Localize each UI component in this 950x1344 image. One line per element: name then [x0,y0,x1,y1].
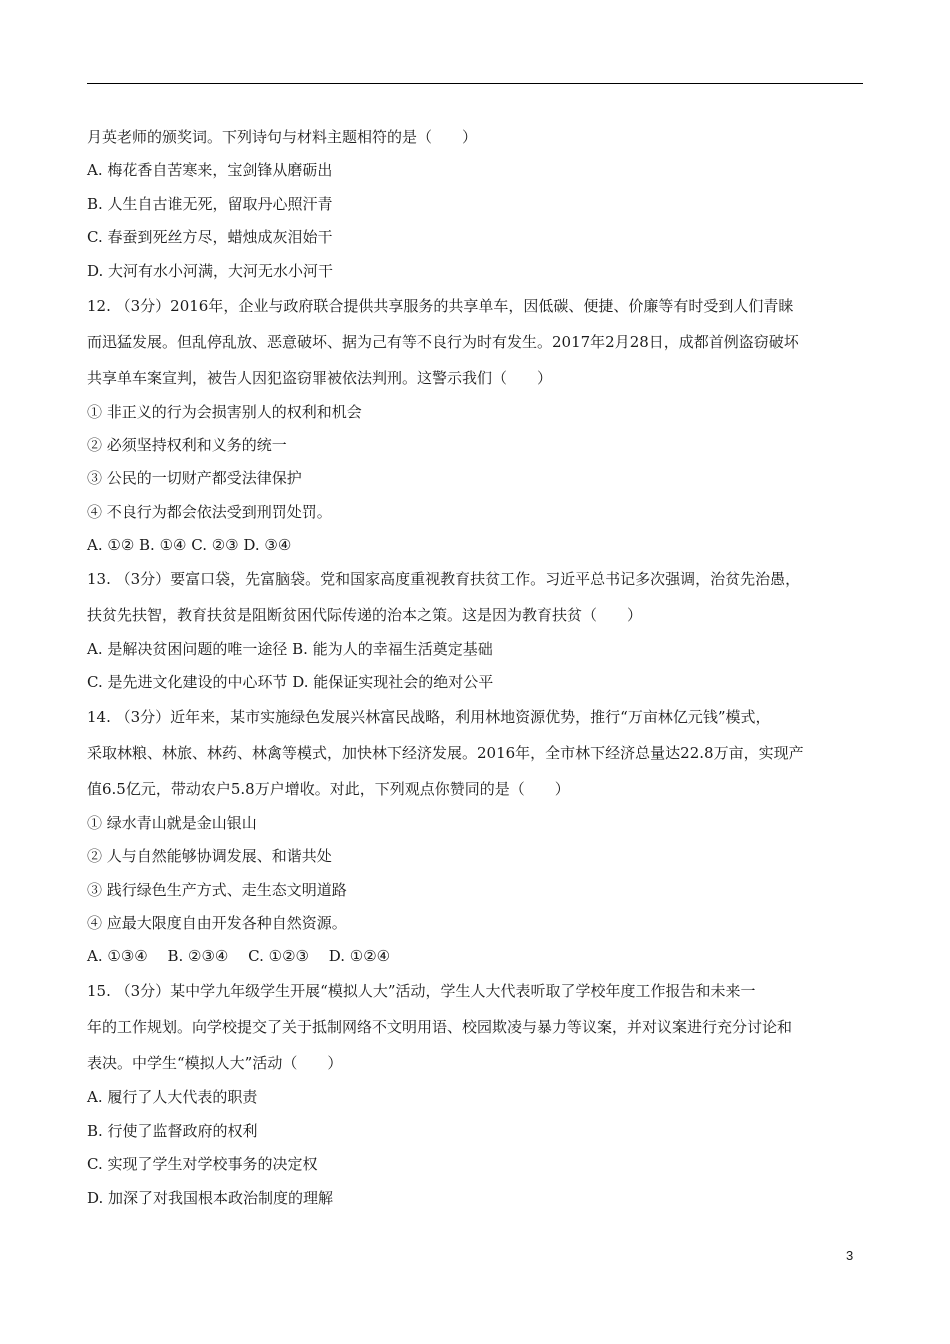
q11-option-a: A. 梅花香自苦寒来，宝剑锋从磨砺出 [87,161,333,179]
q14-stem-line-1: 14. （3分）近年来，某市实施绿色发展兴林富民战略，利用林地资源优势，推行“万亩林亿元钱”模式， [87,708,771,726]
q11-option-d: D. 大河有水小河满，大河无水小河干 [87,262,334,280]
q13-options-line-1: A. 是解决贫困问题的唯一途径 B. 能为人的幸福生活奠定基础 [87,640,493,658]
q15-stem-line-3: 表决。中学生“模拟人大”活动（ ） [87,1054,343,1072]
q12-options: A. ①② B. ①④ C. ②③ D. ③④ [87,536,292,554]
q12-stem-line-3: 共享单车案宣判，被告人因犯盗窃罪被依法判刑。这警示我们（ ） [87,369,553,387]
q14-statement-3: ③ 践行绿色生产方式、走生态文明道路 [87,881,347,899]
q14-stem-line-3: 值6.5亿元，带动农户5.8万户增收。对此，下列观点你赞同的是（ ） [87,780,570,798]
header-rule [87,83,863,84]
q14-options: A. ①③④ B. ②③④ C. ①②③ D. ①②④ [87,947,391,965]
q14-statement-4: ④ 应最大限度自由开发各种自然资源。 [87,914,347,932]
q13-options-line-2: C. 是先进文化建设的中心环节 D. 能保证实现社会的绝对公平 [87,673,494,691]
q11-option-b: B. 人生自古谁无死，留取丹心照汗青 [87,195,333,213]
q11-option-c: C. 春蚕到死丝方尽，蜡烛成灰泪始干 [87,228,333,246]
q15-option-b: B. 行使了监督政府的权利 [87,1122,258,1140]
q15-stem-line-2: 年的工作规划。向学校提交了关于抵制网络不文明用语、校园欺凌与暴力等议案，并对议案进行充分讨论和 [87,1018,793,1036]
q12-statement-4: ④ 不良行为都会依法受到刑罚处罚。 [87,503,332,521]
q15-option-c: C. 实现了学生对学校事务的决定权 [87,1155,318,1173]
q13-stem-line-1: 13. （3分）要富口袋，先富脑袋。党和国家高度重视教育扶贫工作。习近平总书记多次强调，治贫先治愚， [87,570,801,588]
q12-stem-line-1: 12. （3分）2016年，企业与政府联合提供共享服务的共享单车，因低碳、便捷、价廉等有时受到人们青睐 [87,297,794,315]
q15-option-d: D. 加深了对我国根本政治制度的理解 [87,1189,334,1207]
q12-stem-line-2: 而迅猛发展。但乱停乱放、恶意破坏、据为己有等不良行为时有发生。2017年2月28日，成都首例盗窃破坏 [87,333,799,351]
q12-statement-2: ② 必须坚持权利和义务的统一 [87,436,287,454]
q12-statement-1: ① 非正义的行为会损害别人的权利和机会 [87,403,362,421]
q12-statement-3: ③ 公民的一切财产都受法律保护 [87,469,302,487]
q14-statement-1: ① 绿水青山就是金山银山 [87,814,257,832]
q14-stem-line-2: 采取林粮、林旅、林药、林禽等模式，加快林下经济发展。2016年，全市林下经济总量达22.8万亩，实现产 [87,744,804,762]
q13-stem-line-2: 扶贫先扶智，教育扶贫是阻断贫困代际传递的治本之策。这是因为教育扶贫（ ） [87,606,643,624]
q15-option-a: A. 履行了人大代表的职责 [87,1088,258,1106]
q11-stem-tail: 月英老师的颁奖词。下列诗句与材料主题相符的是（ ） [87,128,478,146]
page-number: 3 [846,1248,854,1263]
q14-statement-2: ② 人与自然能够协调发展、和谐共处 [87,847,332,865]
q15-stem-line-1: 15. （3分）某中学九年级学生开展“模拟人大”活动，学生人大代表听取了学校年度工作报告和未来一 [87,982,756,1000]
